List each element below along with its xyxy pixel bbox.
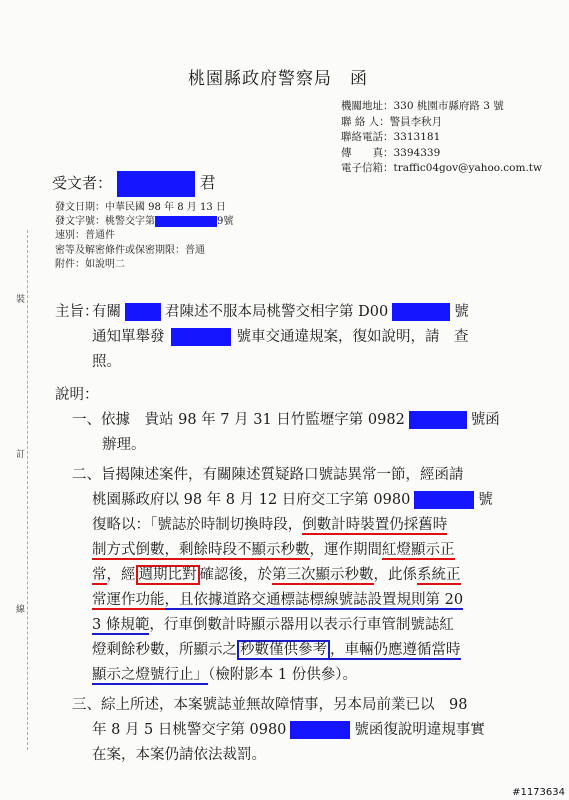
redaction-block [125, 303, 161, 321]
redaction-block [171, 328, 231, 346]
explanation-label: 說明： [55, 387, 99, 403]
recipient-handwritten-mark: 君 [199, 173, 216, 192]
explanation-item-2-line-8: 燈剩餘秒數，所顯示之 秒數僅供參考 ，車輛仍應遵循當時 [92, 642, 461, 658]
document-number: 發文字號：桃警交字第 9號 [55, 216, 234, 228]
explanation-item-2-line-7: 3 條規範，行車倒數計時顯示器用以表示行車管制號誌紅 [92, 617, 454, 633]
document-title: 桃園縣政府警察局 函 [188, 69, 368, 89]
underlined-red: 紅燈顯示正 [382, 542, 455, 558]
agency-contact-person: 聯 絡 人：警員李秋月 [341, 115, 443, 128]
redaction-block [155, 216, 217, 227]
explanation-item-3-line-2: 年 8 月 5 日桃警交字第 0980 號函復說明違規事實 [92, 722, 485, 738]
image-id-stamp: #1173634 [512, 787, 565, 798]
underlined-blue: 顯示之燈號行止」 [92, 667, 208, 683]
side-mark-zhuang: 裝 [16, 292, 25, 305]
explanation-item-1-line-1: 一、依據 貴站 98 年 7 月 31 日竹監壢字第 0982 號函 [72, 412, 500, 428]
underlined-blue: 3 條規範 [92, 617, 150, 633]
issue-date: 發文日期：中華民國 98 年 8 月 13 日 [55, 202, 226, 213]
redaction-block [414, 491, 474, 509]
explanation-item-2-line-2: 桃園縣政府以 98 年 8 月 12 日府交工字第 0980 號 [92, 492, 493, 508]
subject-line-1: 有關 君陳述不服本局桃警交相字第 D00 號 [92, 304, 469, 320]
explanation-item-2-line-9: 顯示之燈號行止」（檢附影本 1 份供參）。 [92, 667, 357, 683]
redaction-block [117, 171, 195, 197]
underlined-red: 倒數計時裝置仍採舊時 [302, 517, 448, 533]
recipient-line [52, 170, 216, 197]
agency-fax: 傳 真：3394339 [341, 146, 441, 159]
explanation-item-2-line-4: 制方式倒數，剩餘時段不顯示秒數，運作期間紅燈顯示正 [92, 542, 455, 558]
redaction-block [392, 303, 450, 321]
explanation-item-3-line-1: 三、綜上所述，本案號誌並無故障情事，另本局前業已以 98 [72, 697, 468, 713]
side-mark-ding: 訂 [16, 447, 25, 460]
security-level: 密等及解密條件或保密期限：普通 [55, 244, 205, 256]
underlined-red: 制方式倒數，剩餘時段不顯示秒數 [92, 542, 310, 558]
agency-contact-info [341, 99, 542, 177]
redaction-block [290, 721, 350, 739]
agency-email: 電子信箱：traffic04gov@yahoo.com.tw [341, 162, 542, 174]
delivery-speed: 速別：普通件 [55, 230, 115, 242]
attachment: 附件：如說明二 [55, 258, 125, 270]
explanation-item-1-line-2: 辦理。 [102, 437, 146, 453]
side-mark-xian: 線 [16, 602, 25, 615]
subject-line-2: 通知單舉發 號車交通違規案，復如說明，請 查 [92, 329, 469, 345]
recipient-label: 受文者： [52, 174, 113, 192]
underlined-red: 常運作功能 [92, 592, 165, 608]
agency-address: 機關地址：330 桃園市縣府路 3 號 [341, 100, 504, 112]
explanation-item-2-line-3: 復略以：「號誌於時制切換時段，倒數計時裝置仍採舊時 [92, 517, 448, 533]
explanation-item-2-line-1: 二、旨揭陳述案件，有關陳述質疑路口號誌異常一節，經函請 [72, 467, 464, 483]
explanation-item-3-line-3: 在案，本案仍請依法裁罰。 [92, 747, 266, 763]
underlined-red: 第三次顯示秒數 [272, 567, 374, 583]
subject-label: 主旨： [55, 304, 99, 320]
underlined-red: 常 [92, 567, 107, 583]
boxed-blue: 秒數僅供參考 [237, 640, 330, 660]
underlined-blue: ，車輛仍應遵循當時 [330, 642, 461, 658]
underlined-blue: ，且依據道路交通標誌標線號誌設置規則第 20 [164, 592, 464, 608]
underlined-red: 系統正 [417, 567, 461, 583]
redaction-block [409, 411, 467, 429]
explanation-item-2-line-5: 常，經 週期比對 確認後，於第三次顯示秒數，此係系統正 [92, 567, 461, 583]
explanation-item-2-line-6 [92, 588, 463, 613]
subject-line-3: 照。 [92, 354, 121, 370]
document-meta [55, 201, 233, 272]
binding-line [27, 230, 28, 750]
boxed-red: 週期比對 [136, 565, 200, 585]
agency-phone: 聯絡電話：3313181 [341, 131, 441, 143]
